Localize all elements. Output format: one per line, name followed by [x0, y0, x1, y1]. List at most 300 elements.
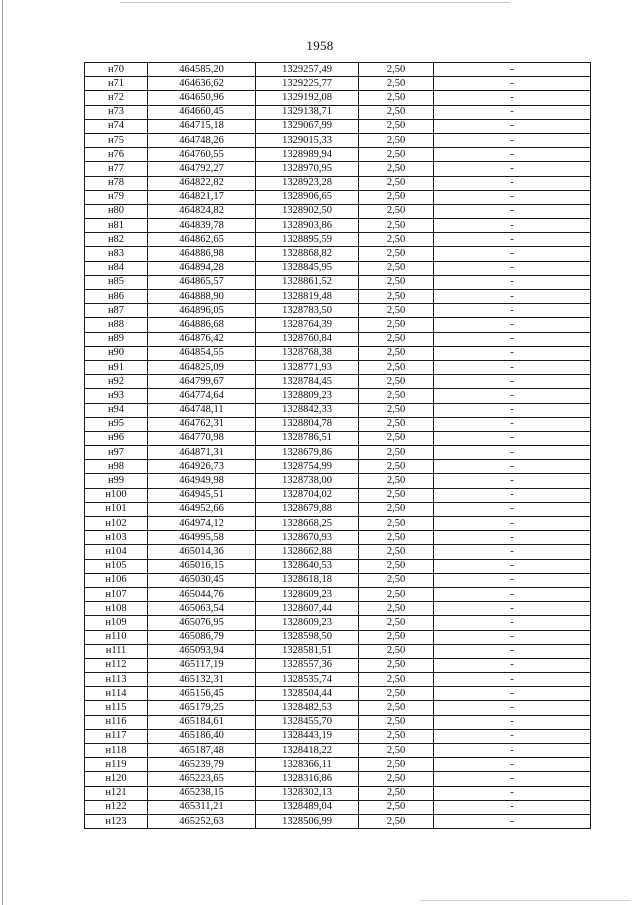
y-coordinate-cell: 1328845,95 [256, 261, 359, 275]
description-cell: - [434, 105, 591, 119]
table-row [85, 630, 591, 644]
point-name-cell: н93 [85, 389, 148, 403]
x-coordinate-cell: 465252,63 [148, 814, 256, 828]
coordinates-table [84, 62, 591, 829]
description-cell: - [434, 290, 591, 304]
table-row [85, 800, 591, 814]
point-name-cell: н102 [85, 517, 148, 531]
x-coordinate-cell: 464792,27 [148, 162, 256, 176]
description-cell: - [434, 701, 591, 715]
x-coordinate-cell: 465223,65 [148, 772, 256, 786]
point-name-cell: н86 [85, 290, 148, 304]
accuracy-cell: 2,50 [359, 417, 434, 431]
description-cell: - [434, 644, 591, 658]
point-name-cell: н112 [85, 658, 148, 672]
point-name-cell: н79 [85, 190, 148, 204]
description-cell: - [434, 261, 591, 275]
point-name-cell: н76 [85, 148, 148, 162]
description-cell: - [434, 162, 591, 176]
table-row [85, 658, 591, 672]
point-name-cell: н92 [85, 375, 148, 389]
table-row [85, 63, 591, 77]
accuracy-cell: 2,50 [359, 204, 434, 218]
point-name-cell: н83 [85, 247, 148, 261]
y-coordinate-cell: 1328316,86 [256, 772, 359, 786]
description-cell: - [434, 77, 591, 91]
x-coordinate-cell: 465184,61 [148, 715, 256, 729]
x-coordinate-cell: 465187,48 [148, 744, 256, 758]
table-row [85, 814, 591, 828]
description-cell: - [434, 715, 591, 729]
y-coordinate-cell: 1328970,95 [256, 162, 359, 176]
x-coordinate-cell: 465014,36 [148, 545, 256, 559]
description-cell: - [434, 474, 591, 488]
accuracy-cell: 2,50 [359, 318, 434, 332]
description-cell: - [434, 148, 591, 162]
point-name-cell: н98 [85, 460, 148, 474]
y-coordinate-cell: 1329067,99 [256, 119, 359, 133]
table-row [85, 460, 591, 474]
y-coordinate-cell: 1328819,48 [256, 290, 359, 304]
description-cell: - [434, 204, 591, 218]
y-coordinate-cell: 1328760,84 [256, 332, 359, 346]
table-row [85, 360, 591, 374]
accuracy-cell: 2,50 [359, 190, 434, 204]
y-coordinate-cell: 1328868,82 [256, 247, 359, 261]
description-cell: - [434, 800, 591, 814]
description-cell: - [434, 502, 591, 516]
accuracy-cell: 2,50 [359, 446, 434, 460]
x-coordinate-cell: 465063,54 [148, 602, 256, 616]
y-coordinate-cell: 1328895,59 [256, 233, 359, 247]
table-row [85, 119, 591, 133]
point-name-cell: н119 [85, 758, 148, 772]
y-coordinate-cell: 1328581,51 [256, 644, 359, 658]
point-name-cell: н118 [85, 744, 148, 758]
accuracy-cell: 2,50 [359, 261, 434, 275]
x-coordinate-cell: 464926,73 [148, 460, 256, 474]
y-coordinate-cell: 1328598,50 [256, 630, 359, 644]
point-name-cell: н96 [85, 431, 148, 445]
description-cell: - [434, 190, 591, 204]
x-coordinate-cell: 464660,45 [148, 105, 256, 119]
description-cell: - [434, 559, 591, 573]
table-row [85, 502, 591, 516]
x-coordinate-cell: 464886,68 [148, 318, 256, 332]
point-name-cell: н104 [85, 545, 148, 559]
y-coordinate-cell: 1328704,02 [256, 488, 359, 502]
table-row [85, 673, 591, 687]
x-coordinate-cell: 464876,42 [148, 332, 256, 346]
y-coordinate-cell: 1328923,28 [256, 176, 359, 190]
accuracy-cell: 2,50 [359, 644, 434, 658]
accuracy-cell: 2,50 [359, 247, 434, 261]
y-coordinate-cell: 1328670,93 [256, 531, 359, 545]
description-cell: - [434, 332, 591, 346]
x-coordinate-cell: 464770,98 [148, 431, 256, 445]
accuracy-cell: 2,50 [359, 814, 434, 828]
point-name-cell: н75 [85, 133, 148, 147]
table-row [85, 304, 591, 318]
description-cell: - [434, 233, 591, 247]
description-cell: - [434, 176, 591, 190]
point-name-cell: н73 [85, 105, 148, 119]
y-coordinate-cell: 1328662,88 [256, 545, 359, 559]
accuracy-cell: 2,50 [359, 346, 434, 360]
table-row [85, 375, 591, 389]
point-name-cell: н107 [85, 587, 148, 601]
accuracy-cell: 2,50 [359, 360, 434, 374]
x-coordinate-cell: 464949,98 [148, 474, 256, 488]
y-coordinate-cell: 1329225,77 [256, 77, 359, 91]
x-coordinate-cell: 465179,25 [148, 701, 256, 715]
y-coordinate-cell: 1328679,86 [256, 446, 359, 460]
x-coordinate-cell: 464774,64 [148, 389, 256, 403]
accuracy-cell: 2,50 [359, 687, 434, 701]
point-name-cell: н95 [85, 417, 148, 431]
point-name-cell: н74 [85, 119, 148, 133]
table-row [85, 346, 591, 360]
accuracy-cell: 2,50 [359, 545, 434, 559]
accuracy-cell: 2,50 [359, 573, 434, 587]
accuracy-cell: 2,50 [359, 744, 434, 758]
x-coordinate-cell: 464760,55 [148, 148, 256, 162]
point-name-cell: н116 [85, 715, 148, 729]
accuracy-cell: 2,50 [359, 119, 434, 133]
accuracy-cell: 2,50 [359, 658, 434, 672]
x-coordinate-cell: 465044,76 [148, 587, 256, 601]
accuracy-cell: 2,50 [359, 488, 434, 502]
description-cell: - [434, 488, 591, 502]
accuracy-cell: 2,50 [359, 403, 434, 417]
x-coordinate-cell: 464825,09 [148, 360, 256, 374]
point-name-cell: н111 [85, 644, 148, 658]
y-coordinate-cell: 1329192,08 [256, 91, 359, 105]
y-coordinate-cell: 1328609,23 [256, 587, 359, 601]
table-row [85, 772, 591, 786]
table-row [85, 602, 591, 616]
accuracy-cell: 2,50 [359, 729, 434, 743]
table-row [85, 786, 591, 800]
accuracy-cell: 2,50 [359, 531, 434, 545]
table-row [85, 91, 591, 105]
accuracy-cell: 2,50 [359, 800, 434, 814]
point-name-cell: н123 [85, 814, 148, 828]
point-name-cell: н105 [85, 559, 148, 573]
x-coordinate-cell: 464715,18 [148, 119, 256, 133]
point-name-cell: н114 [85, 687, 148, 701]
table-row [85, 204, 591, 218]
accuracy-cell: 2,50 [359, 105, 434, 119]
accuracy-cell: 2,50 [359, 517, 434, 531]
description-cell: - [434, 545, 591, 559]
table-row [85, 219, 591, 233]
point-name-cell: н77 [85, 162, 148, 176]
y-coordinate-cell: 1328804,78 [256, 417, 359, 431]
description-cell: - [434, 318, 591, 332]
table-row [85, 431, 591, 445]
table-row [85, 133, 591, 147]
x-coordinate-cell: 464585,20 [148, 63, 256, 77]
y-coordinate-cell: 1328482,53 [256, 701, 359, 715]
scan-top-line [120, 2, 510, 3]
description-cell: - [434, 460, 591, 474]
y-coordinate-cell: 1328861,52 [256, 275, 359, 289]
point-name-cell: н108 [85, 602, 148, 616]
table-row [85, 517, 591, 531]
accuracy-cell: 2,50 [359, 616, 434, 630]
accuracy-cell: 2,50 [359, 630, 434, 644]
description-cell: - [434, 304, 591, 318]
table-row [85, 687, 591, 701]
y-coordinate-cell: 1328768,38 [256, 346, 359, 360]
x-coordinate-cell: 464896,05 [148, 304, 256, 318]
description-cell: - [434, 389, 591, 403]
x-coordinate-cell: 464748,26 [148, 133, 256, 147]
x-coordinate-cell: 465016,15 [148, 559, 256, 573]
table-row [85, 587, 591, 601]
accuracy-cell: 2,50 [359, 176, 434, 190]
y-coordinate-cell: 1328906,65 [256, 190, 359, 204]
description-cell: - [434, 446, 591, 460]
point-name-cell: н97 [85, 446, 148, 460]
point-name-cell: н82 [85, 233, 148, 247]
accuracy-cell: 2,50 [359, 91, 434, 105]
table-row [85, 545, 591, 559]
accuracy-cell: 2,50 [359, 772, 434, 786]
accuracy-cell: 2,50 [359, 602, 434, 616]
accuracy-cell: 2,50 [359, 715, 434, 729]
table-row [85, 290, 591, 304]
point-name-cell: н87 [85, 304, 148, 318]
description-cell: - [434, 119, 591, 133]
y-coordinate-cell: 1328902,50 [256, 204, 359, 218]
x-coordinate-cell: 464974,12 [148, 517, 256, 531]
table-row [85, 389, 591, 403]
description-cell: - [434, 786, 591, 800]
y-coordinate-cell: 1329138,71 [256, 105, 359, 119]
accuracy-cell: 2,50 [359, 786, 434, 800]
accuracy-cell: 2,50 [359, 148, 434, 162]
table-row [85, 616, 591, 630]
x-coordinate-cell: 465156,45 [148, 687, 256, 701]
accuracy-cell: 2,50 [359, 375, 434, 389]
y-coordinate-cell: 1329257,49 [256, 63, 359, 77]
accuracy-cell: 2,50 [359, 63, 434, 77]
description-cell: - [434, 517, 591, 531]
description-cell: - [434, 687, 591, 701]
accuracy-cell: 2,50 [359, 460, 434, 474]
description-cell: - [434, 744, 591, 758]
point-name-cell: н80 [85, 204, 148, 218]
table-row [85, 261, 591, 275]
x-coordinate-cell: 464762,31 [148, 417, 256, 431]
point-name-cell: н99 [85, 474, 148, 488]
y-coordinate-cell: 1328764,39 [256, 318, 359, 332]
x-coordinate-cell: 464650,96 [148, 91, 256, 105]
x-coordinate-cell: 464636,62 [148, 77, 256, 91]
y-coordinate-cell: 1328366,11 [256, 758, 359, 772]
description-cell: - [434, 758, 591, 772]
point-name-cell: н84 [85, 261, 148, 275]
point-name-cell: н115 [85, 701, 148, 715]
description-cell: - [434, 346, 591, 360]
x-coordinate-cell: 465132,31 [148, 673, 256, 687]
x-coordinate-cell: 464995,58 [148, 531, 256, 545]
point-name-cell: н71 [85, 77, 148, 91]
x-coordinate-cell: 465086,79 [148, 630, 256, 644]
description-cell: - [434, 772, 591, 786]
x-coordinate-cell: 465076,95 [148, 616, 256, 630]
description-cell: - [434, 630, 591, 644]
y-coordinate-cell: 1328609,23 [256, 616, 359, 630]
accuracy-cell: 2,50 [359, 431, 434, 445]
y-coordinate-cell: 1328506,99 [256, 814, 359, 828]
table-row [85, 758, 591, 772]
table-row [85, 446, 591, 460]
y-coordinate-cell: 1329015,33 [256, 133, 359, 147]
x-coordinate-cell: 465093,94 [148, 644, 256, 658]
y-coordinate-cell: 1328443,19 [256, 729, 359, 743]
y-coordinate-cell: 1328809,23 [256, 389, 359, 403]
point-name-cell: н122 [85, 800, 148, 814]
y-coordinate-cell: 1328607,44 [256, 602, 359, 616]
x-coordinate-cell: 464854,55 [148, 346, 256, 360]
y-coordinate-cell: 1328618,18 [256, 573, 359, 587]
table-row [85, 105, 591, 119]
description-cell: - [434, 587, 591, 601]
y-coordinate-cell: 1328418,22 [256, 744, 359, 758]
point-name-cell: н106 [85, 573, 148, 587]
x-coordinate-cell: 465030,45 [148, 573, 256, 587]
table-row [85, 573, 591, 587]
y-coordinate-cell: 1328989,94 [256, 148, 359, 162]
table-row [85, 77, 591, 91]
description-cell: - [434, 602, 591, 616]
description-cell: - [434, 616, 591, 630]
accuracy-cell: 2,50 [359, 587, 434, 601]
description-cell: - [434, 219, 591, 233]
table-row [85, 531, 591, 545]
x-coordinate-cell: 465238,15 [148, 786, 256, 800]
x-coordinate-cell: 464822,82 [148, 176, 256, 190]
point-name-cell: н89 [85, 332, 148, 346]
y-coordinate-cell: 1328455,70 [256, 715, 359, 729]
description-cell: - [434, 658, 591, 672]
y-coordinate-cell: 1328738,00 [256, 474, 359, 488]
x-coordinate-cell: 464886,98 [148, 247, 256, 261]
y-coordinate-cell: 1328668,25 [256, 517, 359, 531]
accuracy-cell: 2,50 [359, 758, 434, 772]
accuracy-cell: 2,50 [359, 559, 434, 573]
y-coordinate-cell: 1328302,13 [256, 786, 359, 800]
x-coordinate-cell: 464945,51 [148, 488, 256, 502]
point-name-cell: н94 [85, 403, 148, 417]
x-coordinate-cell: 465186,40 [148, 729, 256, 743]
x-coordinate-cell: 464862,65 [148, 233, 256, 247]
x-coordinate-cell: 464748,11 [148, 403, 256, 417]
table-row [85, 417, 591, 431]
accuracy-cell: 2,50 [359, 162, 434, 176]
x-coordinate-cell: 465117,19 [148, 658, 256, 672]
description-cell: - [434, 573, 591, 587]
x-coordinate-cell: 464865,57 [148, 275, 256, 289]
point-name-cell: н90 [85, 346, 148, 360]
y-coordinate-cell: 1328784,45 [256, 375, 359, 389]
x-coordinate-cell: 464952,66 [148, 502, 256, 516]
x-coordinate-cell: 464799,67 [148, 375, 256, 389]
point-name-cell: н121 [85, 786, 148, 800]
accuracy-cell: 2,50 [359, 474, 434, 488]
accuracy-cell: 2,50 [359, 77, 434, 91]
point-name-cell: н81 [85, 219, 148, 233]
table-row [85, 403, 591, 417]
description-cell: - [434, 275, 591, 289]
table-row [85, 488, 591, 502]
x-coordinate-cell: 464839,78 [148, 219, 256, 233]
y-coordinate-cell: 1328557,36 [256, 658, 359, 672]
description-cell: - [434, 814, 591, 828]
table-row [85, 148, 591, 162]
scan-bottom-line [420, 900, 630, 901]
table-row [85, 474, 591, 488]
table-row [85, 744, 591, 758]
scan-left-edge [2, 0, 3, 905]
table-row [85, 644, 591, 658]
table-row [85, 247, 591, 261]
x-coordinate-cell: 464888,90 [148, 290, 256, 304]
point-name-cell: н109 [85, 616, 148, 630]
point-name-cell: н85 [85, 275, 148, 289]
accuracy-cell: 2,50 [359, 673, 434, 687]
y-coordinate-cell: 1328489,04 [256, 800, 359, 814]
point-name-cell: н117 [85, 729, 148, 743]
accuracy-cell: 2,50 [359, 389, 434, 403]
description-cell: - [434, 417, 591, 431]
description-cell: - [434, 360, 591, 374]
accuracy-cell: 2,50 [359, 332, 434, 346]
coordinates-table-body [85, 63, 591, 829]
accuracy-cell: 2,50 [359, 701, 434, 715]
x-coordinate-cell: 464821,17 [148, 190, 256, 204]
y-coordinate-cell: 1328903,86 [256, 219, 359, 233]
accuracy-cell: 2,50 [359, 290, 434, 304]
description-cell: - [434, 403, 591, 417]
point-name-cell: н78 [85, 176, 148, 190]
y-coordinate-cell: 1328786,51 [256, 431, 359, 445]
table-row [85, 190, 591, 204]
table-row [85, 233, 591, 247]
table-row [85, 729, 591, 743]
description-cell: - [434, 673, 591, 687]
accuracy-cell: 2,50 [359, 133, 434, 147]
table-row [85, 162, 591, 176]
point-name-cell: н88 [85, 318, 148, 332]
y-coordinate-cell: 1328535,74 [256, 673, 359, 687]
x-coordinate-cell: 464871,31 [148, 446, 256, 460]
point-name-cell: н101 [85, 502, 148, 516]
description-cell: - [434, 247, 591, 261]
x-coordinate-cell: 464894,28 [148, 261, 256, 275]
point-name-cell: н110 [85, 630, 148, 644]
table-row [85, 176, 591, 190]
description-cell: - [434, 63, 591, 77]
page-number: 1958 [306, 38, 334, 53]
y-coordinate-cell: 1328679,88 [256, 502, 359, 516]
table-row [85, 701, 591, 715]
table-row [85, 332, 591, 346]
description-cell: - [434, 91, 591, 105]
